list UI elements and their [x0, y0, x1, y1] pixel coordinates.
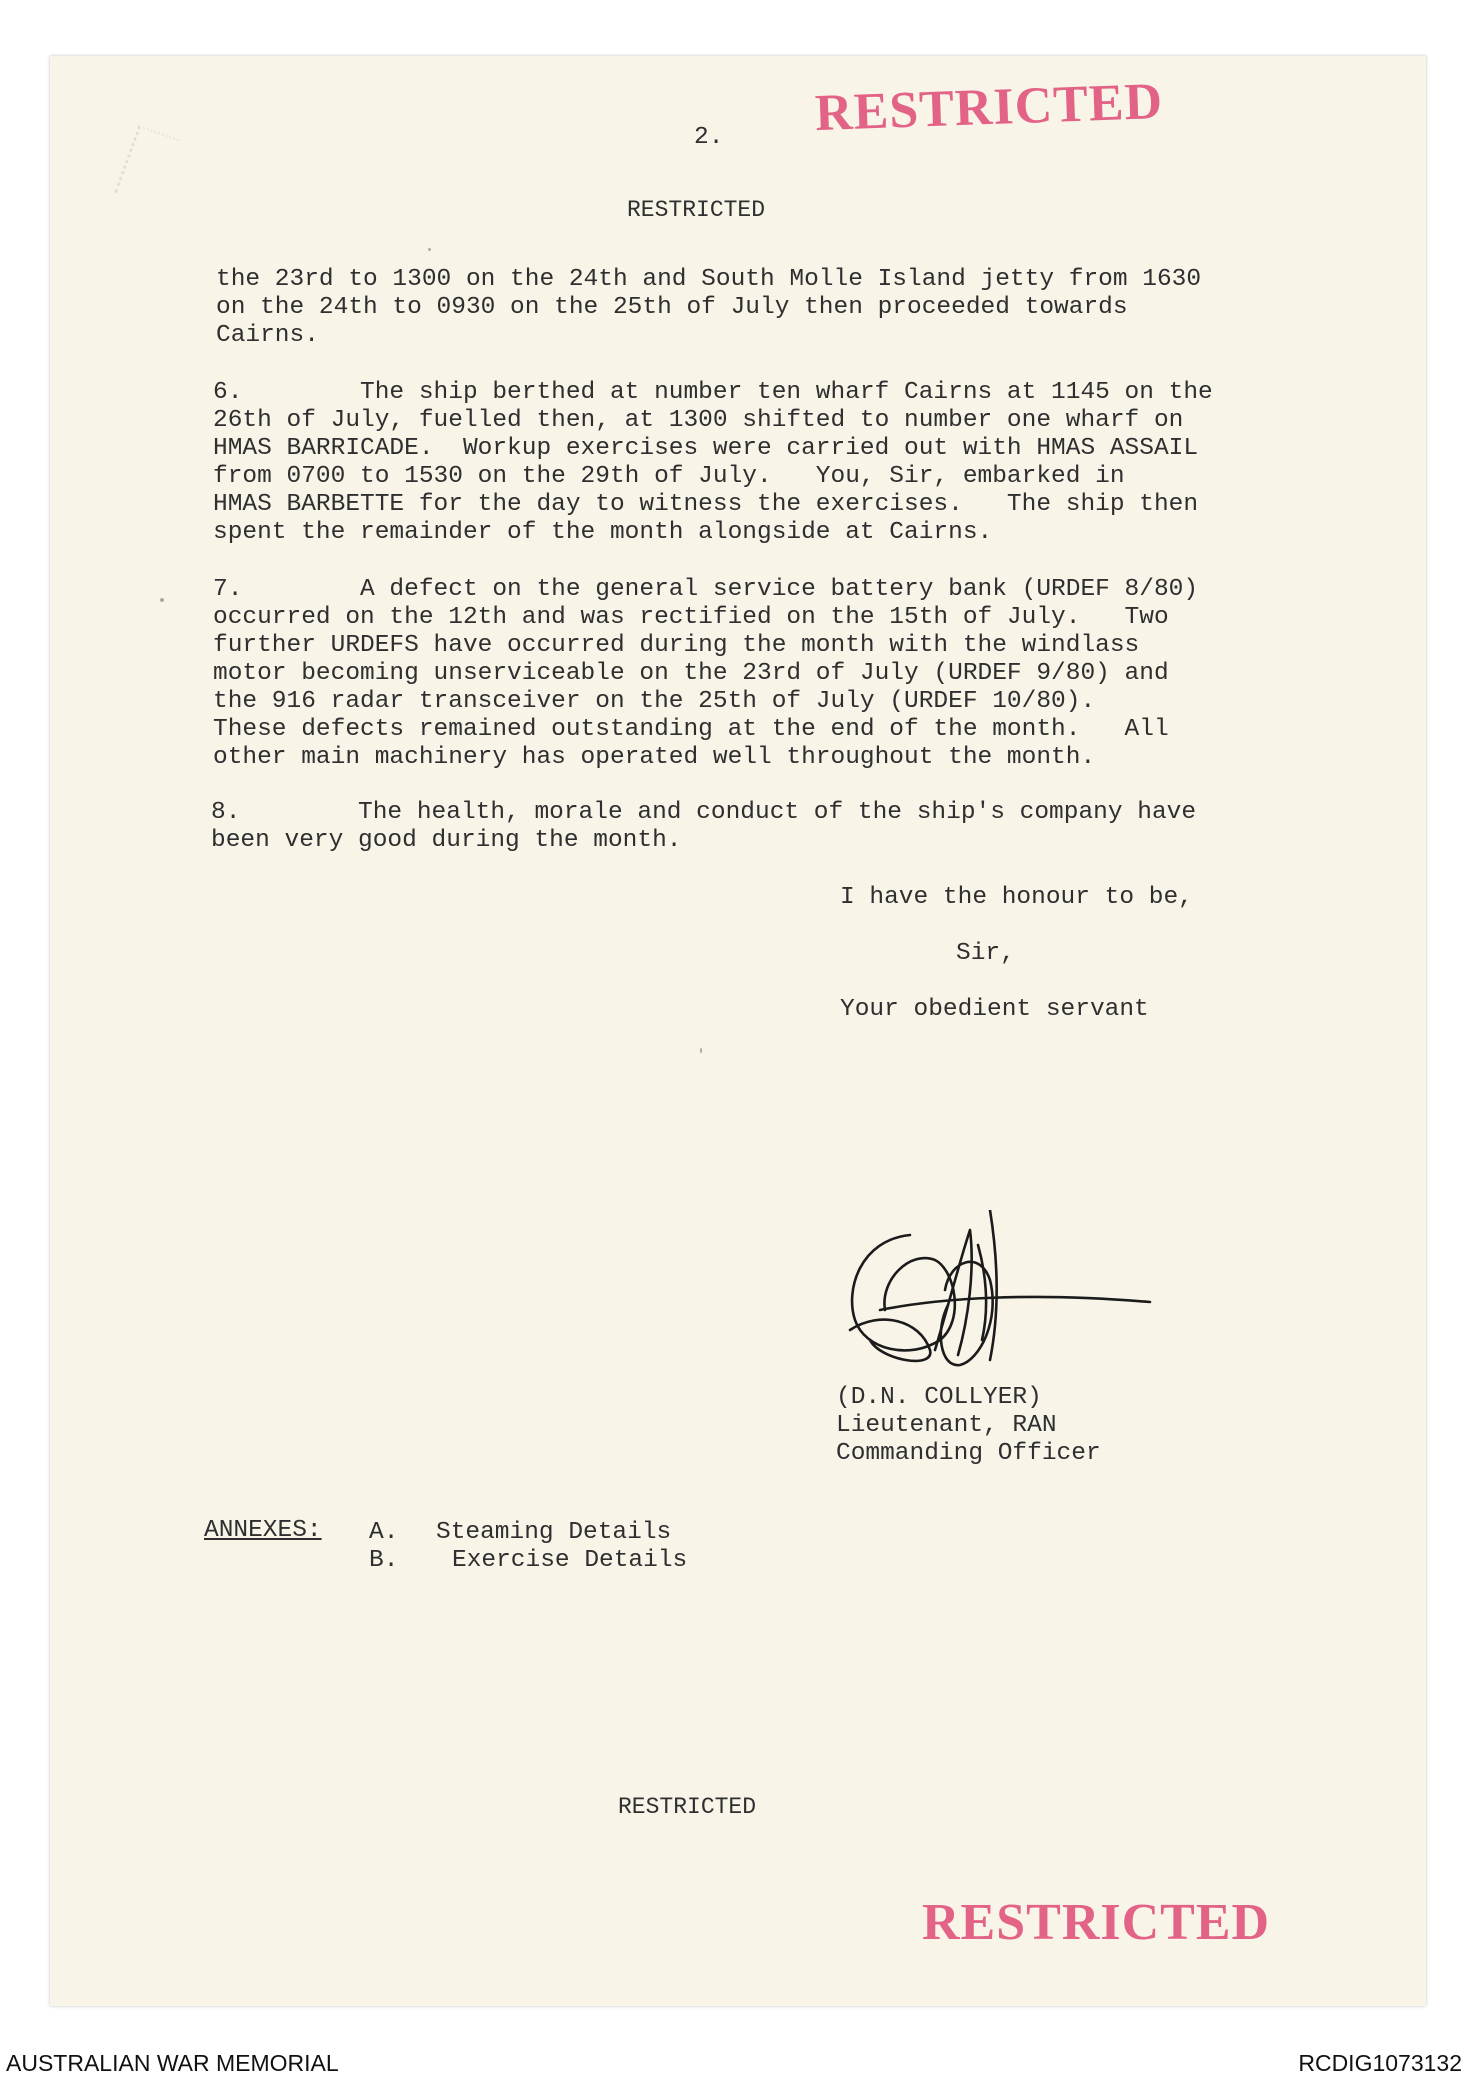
paper-speck [160, 598, 164, 602]
footer-marking: RESTRICTED [618, 1794, 757, 1820]
annex-letter-a: A. [369, 1519, 399, 1546]
annexes-label: ANNEXES: [204, 1517, 322, 1544]
signatory-name: (D.N. COLLYER) [836, 1384, 1042, 1411]
restricted-stamp-top: RESTRICTED [814, 72, 1164, 143]
text-line: further URDEFS have occurred during the month with the windlass [213, 632, 1140, 659]
text-line: HMAS BARRICADE. Workup exercises were carried out with HMAS ASSAIL [213, 435, 1199, 462]
text-line: the 916 radar transceiver on the 25th of July (URDEF 10/80). [213, 688, 1096, 715]
text-line: other main machinery has operated well throughout the month. [213, 744, 1096, 771]
handwritten-signature [840, 1210, 1160, 1380]
text-line: 8. The health, morale and conduct of the ship's company have [211, 799, 1197, 826]
signatory-role: Commanding Officer [836, 1440, 1101, 1467]
signatory-rank: Lieutenant, RAN [836, 1412, 1057, 1439]
text-line: been very good during the month. [211, 827, 682, 854]
text-line: from 0700 to 1530 on the 29th of July. You, Sir, embarked in [213, 463, 1125, 490]
text-line: 26th of July, fuelled then, at 1300 shifted to number one wharf on [213, 407, 1184, 434]
archive-record-id: RCDIG1073132 [1298, 2050, 1462, 2076]
text-line: HMAS BARBETTE for the day to witness the exercises. The ship then [213, 491, 1199, 518]
page-number: 2. [694, 124, 724, 151]
restricted-stamp-bottom: RESTRICTED [922, 1894, 1271, 1951]
annex-letter-b: B. [369, 1547, 399, 1574]
closing-line-2: Sir, [956, 940, 1015, 967]
paper-speck [700, 1048, 702, 1053]
header-marking: RESTRICTED [627, 197, 766, 223]
closing-line-3: Your obedient servant [840, 996, 1149, 1023]
annex-title-b: Exercise Details [452, 1547, 688, 1574]
text-line: the 23rd to 1300 on the 24th and South Molle Island jetty from 1630 [216, 266, 1202, 293]
text-line: on the 24th to 0930 on the 25th of July then proceeded towards [216, 294, 1128, 321]
text-line: Cairns. [216, 322, 319, 349]
text-line: 6. The ship berthed at number ten wharf Cairns at 1145 on the [213, 379, 1213, 406]
text-line: These defects remained outstanding at the end of the month. All [213, 716, 1169, 743]
paper-speck [428, 248, 431, 251]
closing-line-1: I have the honour to be, [840, 884, 1193, 911]
text-line: occurred on the 12th and was rectified on the 15th of July. Two [213, 604, 1169, 631]
text-line: 7. A defect on the general service battery bank (URDEF 8/80) [213, 576, 1199, 603]
annex-title-a: Steaming Details [436, 1519, 672, 1546]
text-line: motor becoming unserviceable on the 23rd of July (URDEF 9/80) and [213, 660, 1169, 687]
text-line: spent the remainder of the month alongside at Cairns. [213, 519, 993, 546]
archive-institution: AUSTRALIAN WAR MEMORIAL [6, 2050, 339, 2076]
